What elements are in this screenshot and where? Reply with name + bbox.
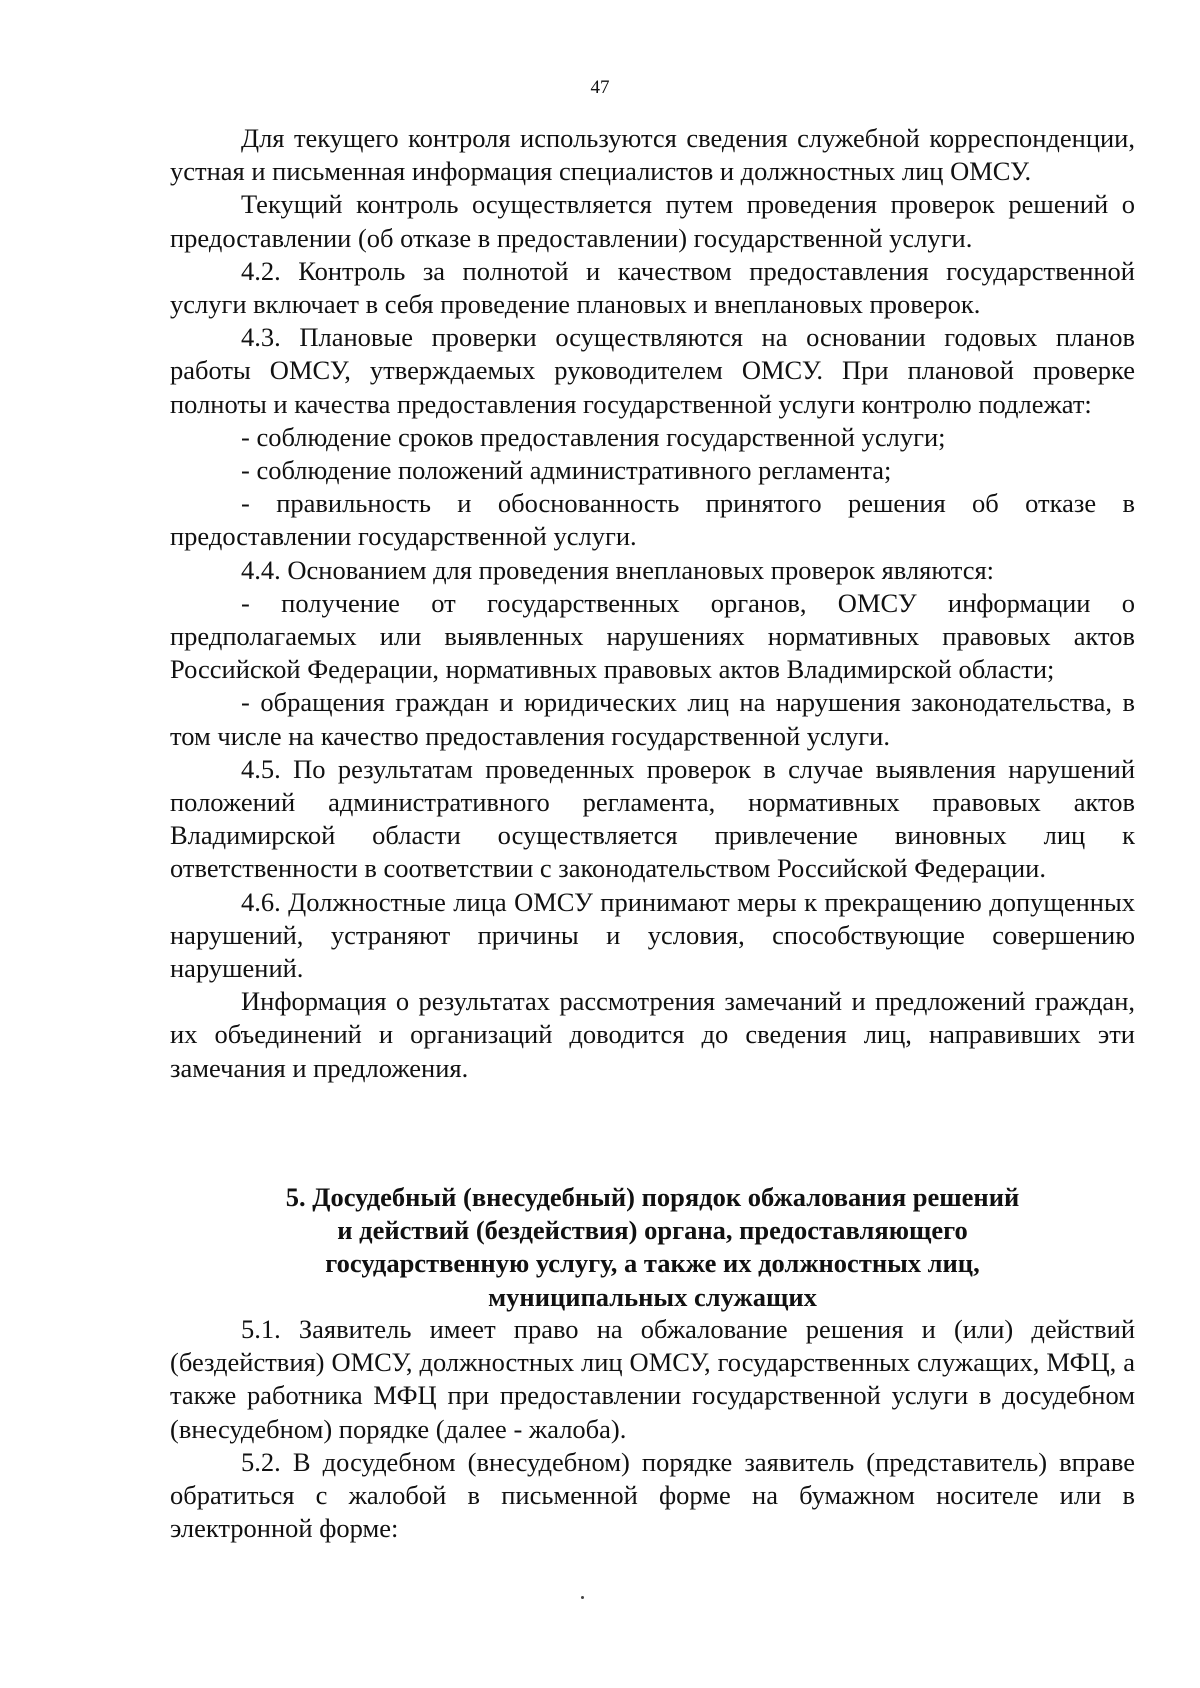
paragraph-review-results: Информация о результатах рассмотрения замечаний и предложений граждан, их объединений и организаций доводится до сведения лиц, направивших эти замечания и предложения. [170, 986, 1135, 1083]
list-item-deadlines: - соблюдение сроков предоставления государственной услуги; [241, 421, 946, 452]
section4-body [170, 122, 1135, 1085]
section5-body [170, 1313, 1135, 1545]
paragraph-4-2: 4.2. Контроль за полнотой и качеством предоставления государственной услуги включает в себя проведение плановых и внеплановых проверок. [170, 255, 1135, 320]
section5-heading-line: муниципальных служащих [488, 1281, 817, 1312]
list-item-regulations: - соблюдение положений административного регламента; [241, 455, 892, 486]
section5-heading-line: государственную услугу, а также их должностных лиц, [325, 1248, 980, 1279]
paragraph-4-4: 4.4. Основанием для проведения внеплановых проверок являются: [241, 554, 995, 585]
paragraph-5-1: 5.1. Заявитель имеет право на обжалование решения и (или) действий (бездействия) ОМСУ, должностных лиц ОМСУ, государственных служащих, МФЦ, а также работника МФЦ при предоставлении государственной услуги в досудебном (внесудебном) порядке (далее - жалоба). [170, 1314, 1135, 1444]
paragraph-current-control-method: Текущий контроль осуществляется путем проведения проверок решений о предоставлении (об отказе в предоставлении) государственной услуги. [170, 189, 1135, 253]
section5-heading-line: 5. Досудебный (внесудебный) порядок обжалования решений [285, 1182, 1020, 1212]
list-item-violations-info: - получение от государственных органов, ОМСУ информации о предполагаемых или выявленных нарушениях нормативных правовых актов Российской Федерации, нормативных правовых актов Владимирской области; [170, 587, 1135, 685]
paragraph-current-control-sources: Для текущего контроля используются сведения служебной корреспонденции, устная и письменная информация специалистов и должностных лиц ОМСУ. [170, 123, 1135, 187]
scan-artifact-mark [581, 1596, 584, 1599]
section5-heading [170, 1181, 1135, 1314]
list-item-refusal-validity: - правильность и обоснованность принятого решения об отказе в предоставлении государственной услуги. [170, 488, 1135, 552]
section5-heading-line: и действий (бездействия) органа, предоставляющего [337, 1215, 968, 1246]
paragraph-4-5: 4.5. По результатам проведенных проверок в случае выявления нарушений положений административного регламента, нормативных правовых актов Владимирской области осуществляется привлечение виновных лиц к ответственности в соответствии с законодательством Российской Федерации. [170, 753, 1135, 884]
page-number: 47 [590, 77, 610, 98]
paragraph-5-2: 5.2. В досудебном (внесудебном) порядке заявитель (представитель) вправе обратиться с жалобой в письменной форме на бумажном носителе или в электронной форме: [170, 1446, 1135, 1544]
list-item-citizen-appeals: - обращения граждан и юридических лиц на нарушения законодательства, в том числе на качество предоставления государственной услуги. [170, 687, 1135, 751]
paragraph-4-6: 4.6. Должностные лица ОМСУ принимают меры к прекращению допущенных нарушений, устраняют причины и условия, способствующие совершению нарушений. [170, 886, 1135, 984]
paragraph-4-3: 4.3. Плановые проверки осуществляются на основании годовых планов работы ОМСУ, утверждаемых руководителем ОМСУ. При плановой проверке полноты и качества предоставления государственной услуги контролю подлежат: [170, 322, 1135, 419]
